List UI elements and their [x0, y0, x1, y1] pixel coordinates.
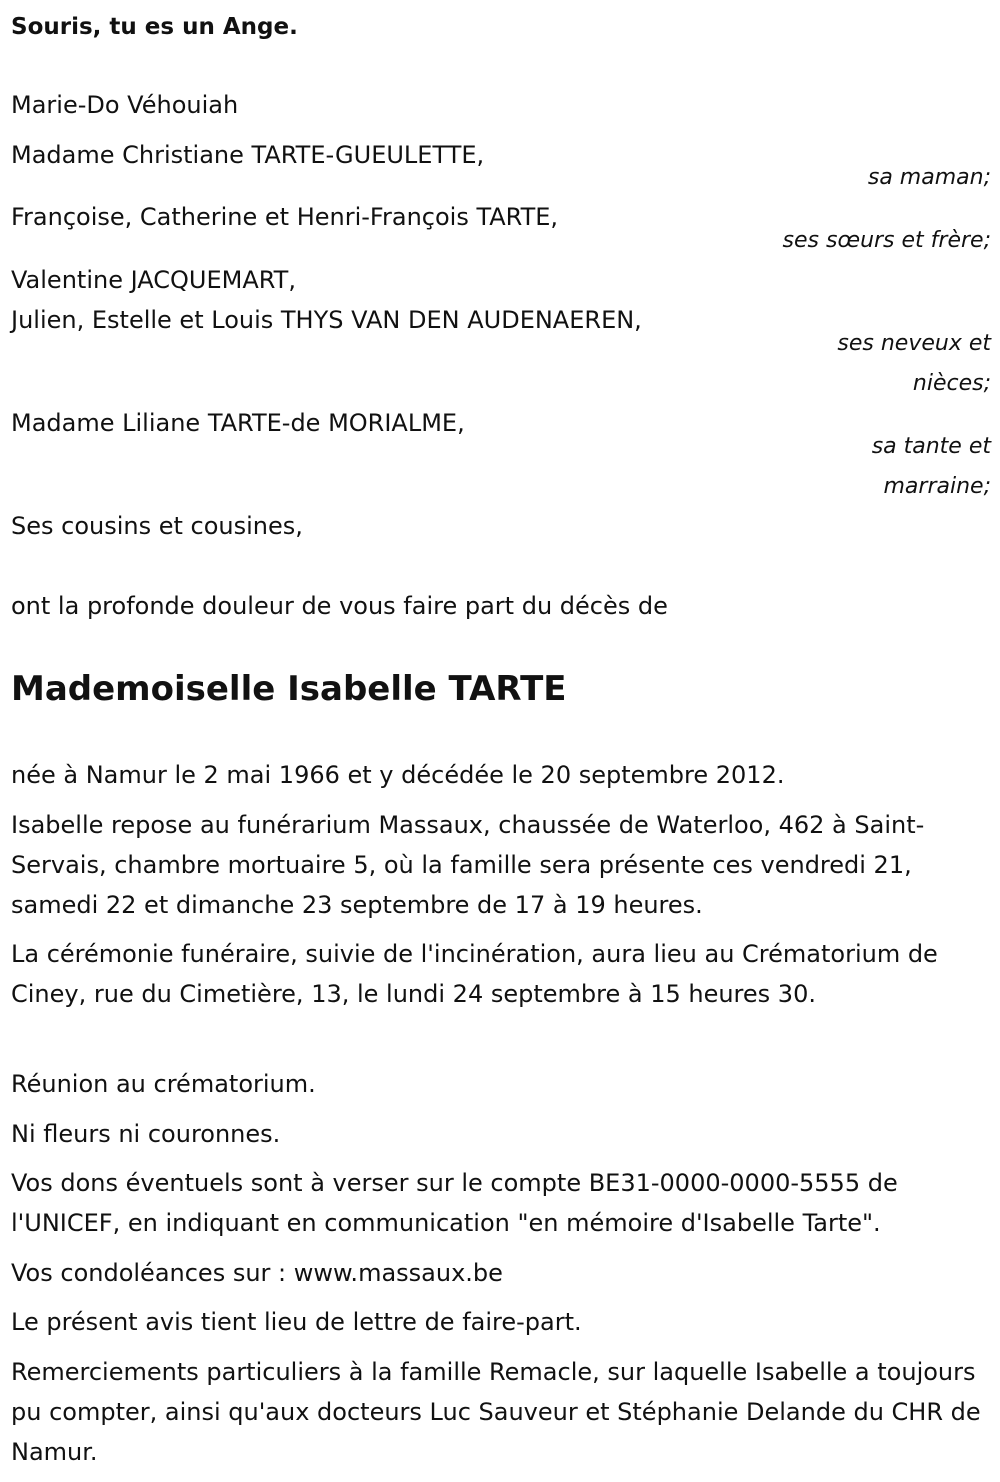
- notice-paragraph: Le présent avis tient lieu de lettre de faire-part.: [11, 1308, 582, 1336]
- notice-paragraph: Vos condoléances sur : www.massaux.be: [11, 1259, 503, 1287]
- family-member-name: Ses cousins et cousines,: [11, 512, 303, 540]
- family-member-name: Julien, Estelle et Louis THYS VAN DEN AUDENAEREN,: [11, 306, 642, 334]
- announcement-text: ont la profonde douleur de vous faire part du décès de: [11, 592, 668, 620]
- family-member-name: Valentine JACQUEMART,: [11, 266, 296, 294]
- notice-paragraph: née à Namur le 2 mai 1966 et y décédée le 20 septembre 2012.: [11, 761, 785, 789]
- notice-heading: Souris, tu es un Ange.: [11, 14, 298, 40]
- family-member-role: ses neveux et nièces;: [837, 331, 991, 396]
- notice-paragraph: La cérémonie funéraire, suivie de l'incinération, aura lieu au Crématorium de Ciney, rue du Cimetière, 13, le lundi 24 septembre à 15 heures 30.: [11, 940, 938, 1008]
- notice-paragraph: Réunion au crématorium.: [11, 1070, 316, 1098]
- deceased-name: Mademoiselle Isabelle TARTE: [11, 669, 567, 709]
- family-member-name: Françoise, Catherine et Henri-François TARTE,: [11, 203, 559, 231]
- family-member-role: ses sœurs et frère;: [782, 228, 991, 253]
- notice-paragraph: Ni fleurs ni couronnes.: [11, 1120, 281, 1148]
- family-member-role: sa tante et marraine;: [871, 434, 991, 499]
- notice-paragraph: Isabelle repose au funérarium Massaux, chaussée de Waterloo, 462 à Saint-Servais, chambre mortuaire 5, où la famille sera présente ces vendredi 21, samedi 22 et dimanche 23 septembre de 17 à 19 heures.: [11, 811, 925, 919]
- notice-paragraph: Remerciements particuliers à la famille Remacle, sur laquelle Isabelle a toujours pu compter, ainsi qu'aux docteurs Luc Sauveur et Stéphanie Delande du CHR de Namur.: [11, 1358, 981, 1466]
- family-member-name: Madame Liliane TARTE-de MORIALME,: [11, 409, 465, 437]
- family-member-role: sa maman;: [867, 165, 991, 190]
- family-member-name: Marie-Do Véhouiah: [11, 91, 239, 119]
- family-member-name: Madame Christiane TARTE-GUEULETTE,: [11, 141, 485, 169]
- notice-paragraph: Vos dons éventuels sont à verser sur le compte BE31-0000-0000-5555 de l'UNICEF, en indiquant en communication "en mémoire d'Isabelle Tarte".: [11, 1169, 898, 1237]
